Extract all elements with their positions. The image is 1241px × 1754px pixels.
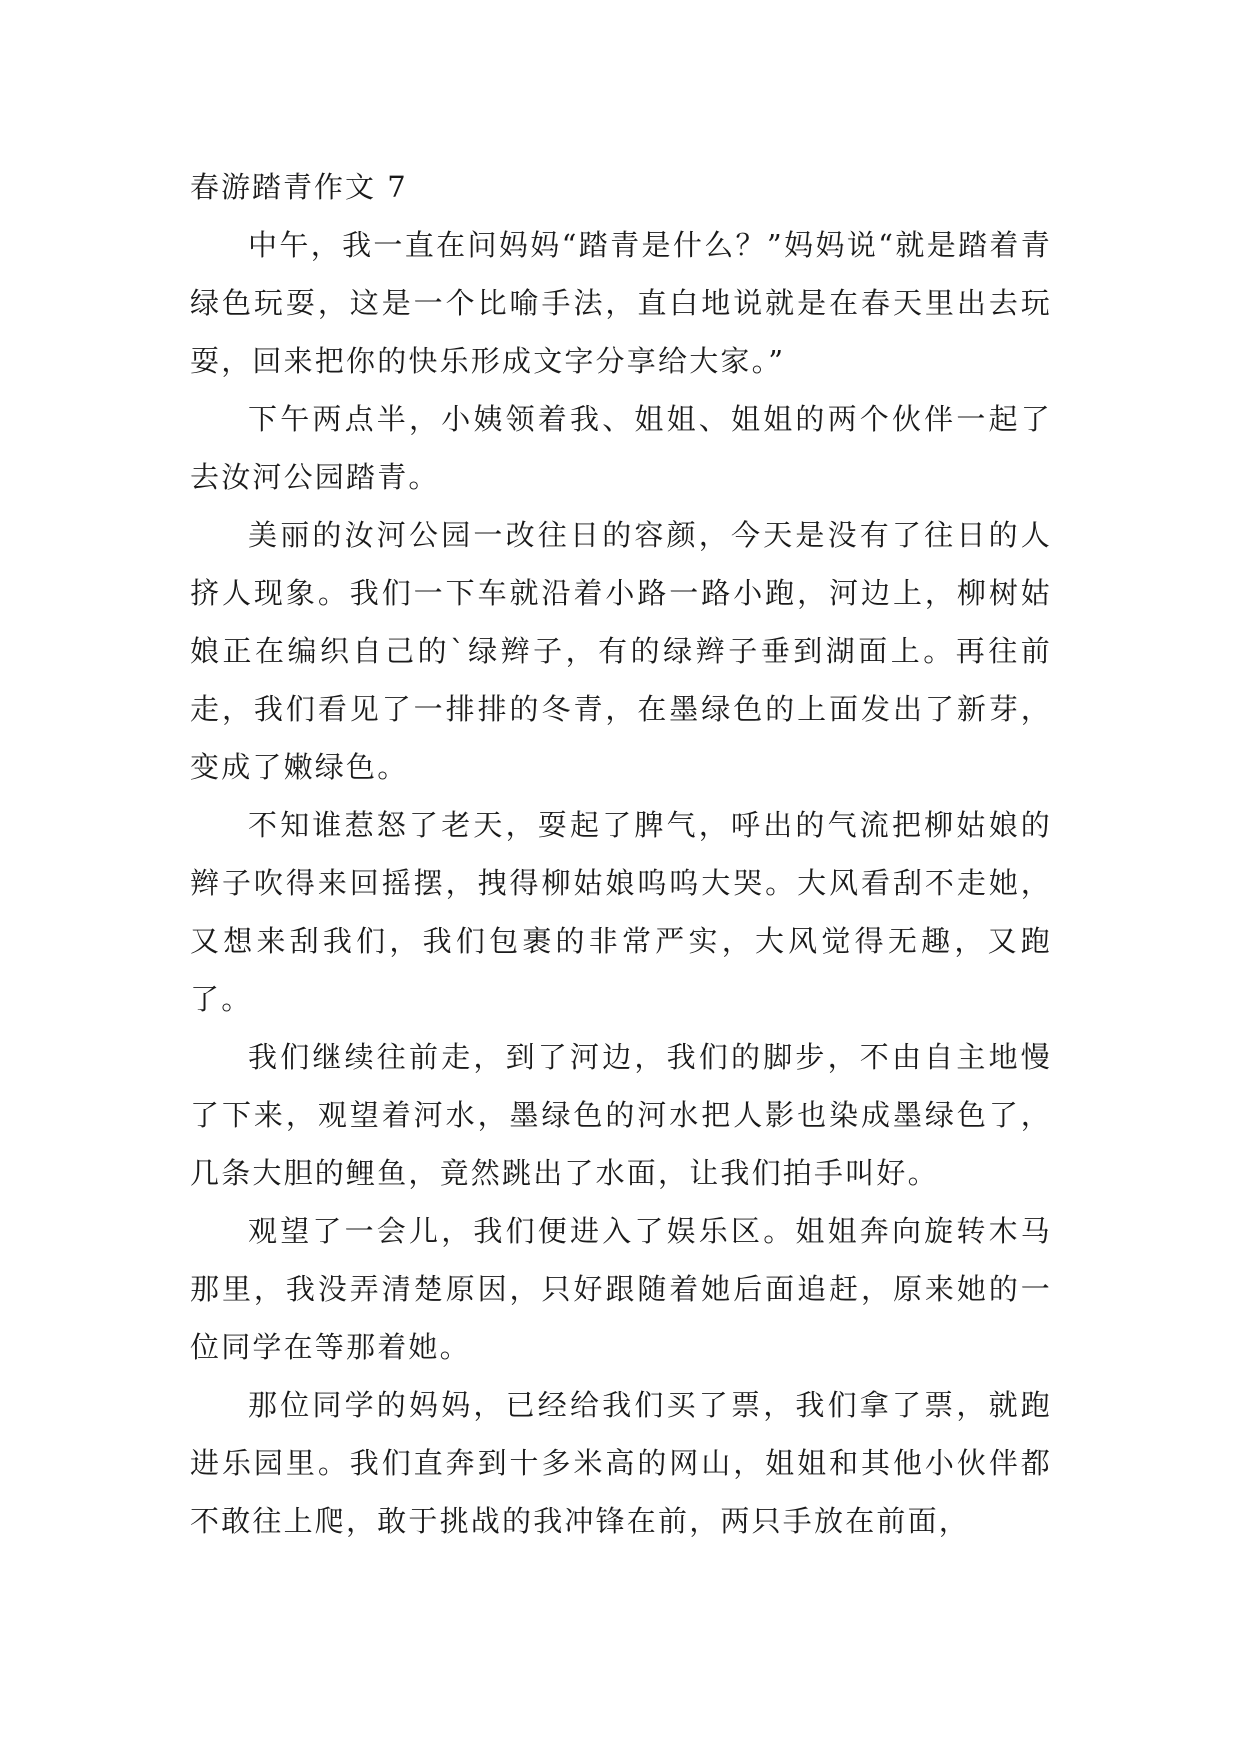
paragraph: 不知谁惹怒了老天，耍起了脾气，呼出的气流把柳姑娘的辫子吹得来回摇摆，拽得柳姑娘呜呜大哭。大风看刮不走她，又想来刮我们，我们包裹的非常严实，大风觉得无趣，又跑了。: [190, 808, 1052, 1016]
paragraph: 中午，我一直在问妈妈“踏青是什么？”妈妈说“就是踏着青绿色玩耍，这是一个比喻手法，直白地说就是在春天里出去玩耍，回来把你的快乐形成文字分享给大家。”: [190, 228, 1052, 378]
document-title: 春游踏青作文 7: [190, 170, 408, 204]
paragraph: 那位同学的妈妈，已经给我们买了票，我们拿了票，就跑进乐园里。我们直奔到十多米高的网山，姐姐和其他小伙伴都不敢往上爬，敢于挑战的我冲锋在前，两只手放在前面，: [190, 1388, 1052, 1538]
paragraph: 观望了一会儿，我们便进入了娱乐区。姐姐奔向旋转木马那里，我没弄清楚原因，只好跟随着她后面追赶，原来她的一位同学在等那着她。: [190, 1214, 1052, 1364]
paragraph: 美丽的汝河公园一改往日的容颜，今天是没有了往日的人挤人现象。我们一下车就沿着小路一路小跑，河边上，柳树姑娘正在编织自己的`绿辫子，有的绿辫子垂到湖面上。再往前走，我们看见了一排排的冬青，在墨绿色的上面发出了新芽，变成了嫩绿色。: [190, 518, 1052, 784]
paragraph: 下午两点半，小姨领着我、姐姐、姐姐的两个伙伴一起了去汝河公园踏青。: [190, 402, 1052, 494]
document-body: [190, 158, 1052, 1550]
paragraph: 我们继续往前走，到了河边，我们的脚步，不由自主地慢了下来，观望着河水，墨绿色的河水把人影也染成墨绿色了，几条大胆的鲤鱼，竟然跳出了水面，让我们拍手叫好。: [190, 1040, 1052, 1190]
